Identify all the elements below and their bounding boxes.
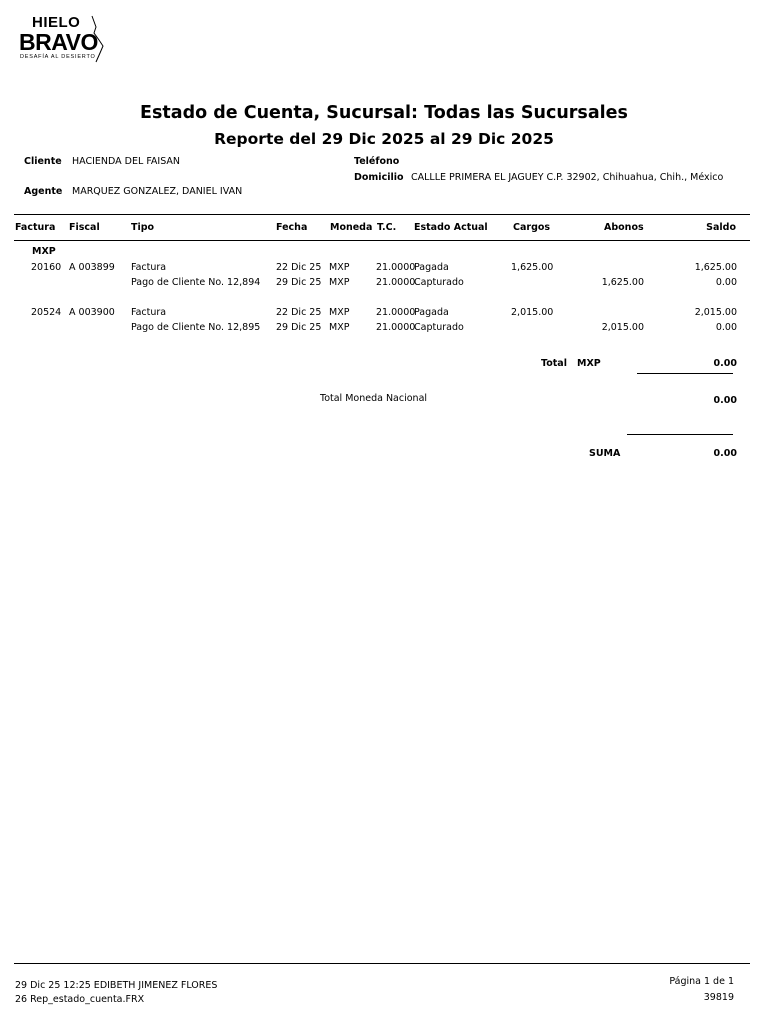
domicilio-label: Domicilio [354,172,404,183]
header-abonos: Abonos [604,222,644,233]
moneda-nacional-value: 0.00 [713,395,737,406]
logo-top-text: HIELO [32,14,81,31]
header-estado: Estado Actual [414,222,488,233]
cell-saldo: 2,015.00 [694,307,737,318]
moneda-nacional-label: Total Moneda Nacional [320,393,428,404]
header-fecha: Fecha [276,222,308,233]
cell-fecha: 29 Dic 25 [276,322,322,333]
cliente-value: HACIENDA DEL FAISAN [72,156,181,167]
cell-abonos: 2,015.00 [601,322,644,333]
cell-tipo: Pago de Cliente No. 12,895 [131,322,261,333]
cell-moneda: MXP [329,277,350,288]
logo-tagline: DESAFÍA AL DESIERTO [20,54,96,60]
cell-moneda: MXP [329,322,350,333]
cell-moneda: MXP [329,262,350,273]
total-underline [637,373,733,374]
cell-estado: Pagada [414,262,449,273]
header-tc: T.C. [377,222,397,233]
cell-moneda: MXP [329,307,350,318]
cell-tc: 21.0000 [376,307,416,318]
total-label: Total [541,358,567,369]
suma-label: SUMA [589,448,621,459]
page-number: Página 1 de 1 [669,976,734,987]
footer-number: 39819 [703,992,734,1003]
total-currency: MXP [577,358,601,369]
agente-label: Agente [24,186,63,197]
cell-tc: 21.0000 [376,322,416,333]
cell-saldo: 0.00 [715,277,737,288]
cell-factura: 20160 [31,262,62,273]
cell-abonos: 1,625.00 [601,277,644,288]
report-subtitle: Reporte del 29 Dic 2025 al 29 Dic 2025 [214,130,554,148]
cell-estado: Pagada [414,307,449,318]
cell-tc: 21.0000 [376,277,416,288]
cell-estado: Capturado [414,277,464,288]
cell-fecha: 22 Dic 25 [276,262,322,273]
cell-fecha: 22 Dic 25 [276,307,322,318]
cell-fecha: 29 Dic 25 [276,277,322,288]
currency-group-label: MXP [32,246,56,257]
header-moneda: Moneda [330,222,373,233]
cell-tipo: Factura [131,262,167,273]
telefono-label: Teléfono [354,156,400,167]
header-factura: Factura [15,222,56,233]
table-top-rule [14,214,750,215]
cell-saldo: 1,625.00 [694,262,737,273]
cell-tipo: Factura [131,307,167,318]
suma-rule [627,434,733,435]
cell-tc: 21.0000 [376,262,416,273]
footer-rule [14,963,750,964]
cell-cargos: 1,625.00 [511,262,554,273]
footer-report-file: 26 Rep_estado_cuenta.FRX [15,994,145,1005]
logo-main-text: BRAVO [19,29,98,55]
cliente-label: Cliente [24,156,62,167]
header-fiscal: Fiscal [69,222,100,233]
report-title: Estado de Cuenta, Sucursal: Todas las Sucursales [140,103,628,123]
cell-cargos: 2,015.00 [511,307,554,318]
cell-tipo: Pago de Cliente No. 12,894 [131,277,261,288]
header-tipo: Tipo [131,222,155,233]
table-header-rule [14,240,750,241]
suma-value: 0.00 [713,448,737,459]
agente-value: MARQUEZ GONZALEZ, DANIEL IVAN [72,186,243,197]
cell-estado: Capturado [414,322,464,333]
total-value: 0.00 [713,358,737,369]
header-saldo: Saldo [706,222,736,233]
cell-fiscal: A 003899 [69,262,115,273]
header-cargos: Cargos [513,222,551,233]
cell-saldo: 0.00 [715,322,737,333]
domicilio-value: CALLLE PRIMERA EL JAGUEY C.P. 32902, Chihuahua, Chih., México [411,172,724,183]
logo-mountain-icon [90,15,106,63]
cell-fiscal: A 003900 [69,307,115,318]
footer-print-info: 29 Dic 25 12:25 EDIBETH JIMENEZ FLORES [15,980,218,991]
cell-factura: 20524 [31,307,62,318]
